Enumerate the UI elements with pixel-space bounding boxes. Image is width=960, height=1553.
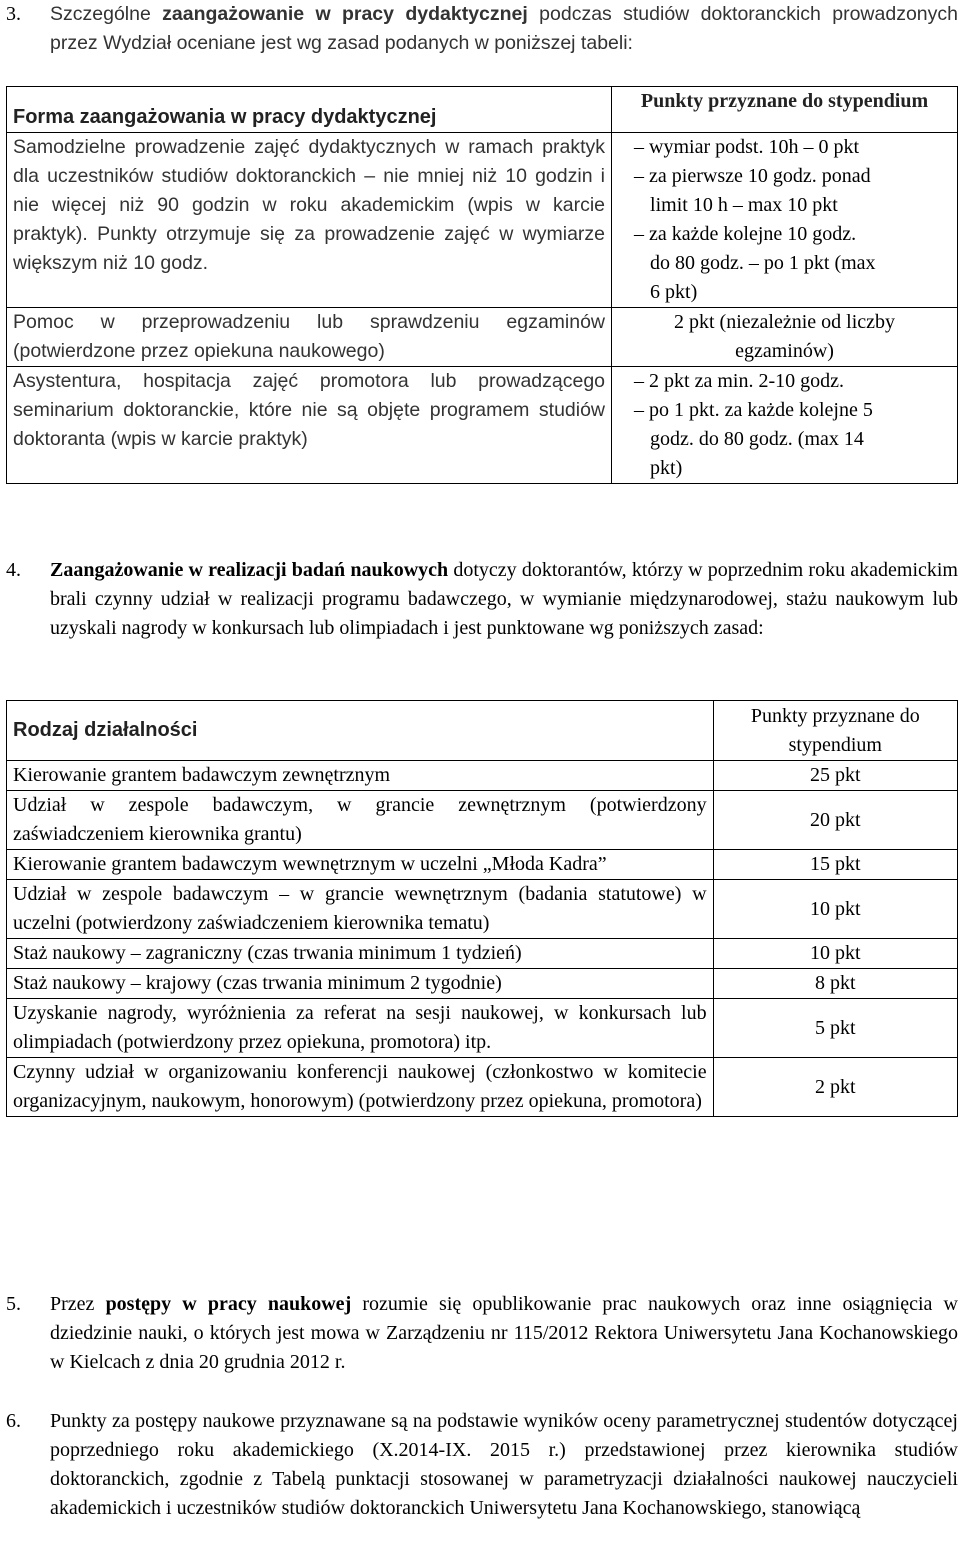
row-points (612, 308, 958, 367)
table-row (7, 939, 958, 969)
table-row (7, 367, 958, 484)
item-4 (6, 556, 958, 643)
points-line: – 2 pkt za min. 2-10 godz. (634, 370, 844, 392)
points-line: limit 10 h – max 10 pkt (650, 194, 838, 216)
item-5-text-a: Przez (50, 1293, 106, 1315)
points-line: 6 pkt) (650, 281, 698, 303)
table-row (7, 1058, 958, 1117)
row-points (612, 133, 958, 308)
table-header-row (7, 701, 958, 761)
row-points (612, 367, 958, 484)
row-activity: Udział w zespole badawczym, w grancie zewnętrznym (potwierdzony zaświadczeniem kierownika grantu) (7, 791, 714, 850)
points-line: – wymiar podst. 10h – 0 pkt (634, 136, 860, 158)
item-5 (6, 1290, 958, 1377)
points-line: – za każde kolejne 10 godz. (634, 223, 857, 245)
item-6-number: 6. (6, 1410, 21, 1432)
points-line: godz. do 80 godz. (max 14 (650, 428, 864, 450)
row-activity: Staż naukowy – krajowy (czas trwania minimum 2 tygodnie) (7, 969, 714, 999)
item-3-text-a: Szczególne (50, 3, 163, 25)
item-6-text: Punkty za postępy naukowe przyznawane są na podstawie wyników oceny parametrycznej studentów dotyczącej poprzedniego roku akademickiego (X.2014-IX. 2015 r.) przedstawionej przez kierownika studiów doktoranckich, zgodnie z Tabelą punktacji stosowanej w parametryzacji działalności naukowej nauczycieli akademickich i uczestników studiów doktoranckich Uniwersytetu Jana Kochanowskiego, stanowiącą (50, 1410, 958, 1519)
item-4-text-rest: dotyczy doktorantów, którzy w poprzednim roku akademickim brali czynny udział w realizacji programu badawczego, w wymianie międzynarodowej, stażu naukowym lub uzyskali nagrody w konkursach lub olimpiadach i jest punktowane wg poniższych zasad: (50, 559, 958, 639)
item-4-text (50, 556, 958, 643)
row-activity: Staż naukowy – zagraniczny (czas trwania minimum 1 tydzień) (7, 939, 714, 969)
row-points: 2 pkt (713, 1058, 957, 1117)
points-line: do 80 godz. – po 1 pkt (max (650, 252, 876, 274)
table-row (7, 880, 958, 939)
item-5-text-bold: postępy w pracy naukowej (105, 1293, 352, 1315)
teaching-points-table (6, 86, 958, 484)
points-line: egzaminów) (735, 340, 834, 362)
points-line: 2 pkt (niezależnie od liczby (674, 311, 896, 333)
row-activity: Kierowanie grantem badawczym wewnętrznym w uczelni „Młoda Kadra” (7, 850, 714, 880)
table-row (7, 308, 958, 367)
row-activity: Uzyskanie nagrody, wyróżnienia za referat na sesji naukowej, w konkursach lub olimpiadach (potwierdzony przez opiekuna, promotora) itp. (7, 999, 714, 1058)
row-points: 15 pkt (713, 850, 957, 880)
item-3-text-b: podczas studiów doktoranckich prowadzonych przez Wydział oceniane jest wg zasad podanych w poniższej tabeli: (50, 3, 958, 54)
points-line: pkt) (650, 457, 683, 479)
item-4-text-bold: Zaangażowanie w realizacji badań naukowych (50, 559, 449, 581)
row-points: 10 pkt (713, 939, 957, 969)
header-points: Punkty przyznane do stypendium (713, 701, 957, 761)
row-activity: Asystentura, hospitacja zajęć promotora lub prowadzącego seminarium doktoranckie, które nie są objęte programem studiów doktoranta (wpis w karcie praktyk) (7, 367, 612, 484)
table-row (7, 969, 958, 999)
row-points: 20 pkt (713, 791, 957, 850)
item-5-number: 5. (6, 1293, 21, 1315)
item-5-text (50, 1290, 958, 1377)
item-3 (6, 0, 958, 58)
row-activity: Kierowanie grantem badawczym zewnętrznym (7, 761, 714, 791)
row-activity: Czynny udział w organizowaniu konferencji naukowej (członkostwo w komitecie organizacyjnym, naukowym, honorowym) (potwierdzony przez opiekuna, promotora) (7, 1058, 714, 1117)
header-activity: Forma zaangażowania w pracy dydaktycznej (7, 87, 612, 133)
table-row (7, 791, 958, 850)
table-header-row (7, 87, 958, 133)
row-points: 25 pkt (713, 761, 957, 791)
points-line: – za pierwsze 10 godz. ponad (634, 165, 871, 187)
item-6 (6, 1407, 958, 1523)
header-activity: Rodzaj działalności (7, 701, 714, 761)
research-points-table (6, 700, 958, 1117)
table-row (7, 761, 958, 791)
item-3-number: 3. (6, 3, 21, 25)
item-5-text-b: rozumie się opublikowanie prac naukowych oraz inne osiągnięcia w dziedzinie nauki, o których jest mowa w Zarządzeniu nr 115/2012 Rektora Uniwersytetu Jana Kochanowskiego w Kielcach z dnia 20 grudnia 2012 r. (50, 1293, 958, 1373)
row-points: 5 pkt (713, 999, 957, 1058)
row-points: 8 pkt (713, 969, 957, 999)
item-3-text (50, 0, 958, 58)
item-3-text-bold: zaangażowanie w pracy dydaktycznej (162, 3, 528, 25)
table-row (7, 133, 958, 308)
points-line: – po 1 pkt. za każde kolejne 5 (634, 399, 873, 421)
row-activity: Udział w zespole badawczym – w grancie wewnętrznym (badania statutowe) w uczelni (potwierdzony zaświadczeniem kierownika tematu) (7, 880, 714, 939)
item-4-number: 4. (6, 559, 21, 581)
row-points: 10 pkt (713, 880, 957, 939)
row-activity: Samodzielne prowadzenie zajęć dydaktycznych w ramach praktyk dla uczestników studiów doktoranckich – nie mniej niż 10 godzin i nie więcej niż 90 godzin w roku akademickim (wpis w karcie praktyk). Punkty otrzymuje się za prowadzenie zajęć w wymiarze większym niż 10 godz. (7, 133, 612, 308)
header-points: Punkty przyznane do stypendium (612, 87, 958, 133)
table-row (7, 850, 958, 880)
row-activity: Pomoc w przeprowadzeniu lub sprawdzeniu egzaminów (potwierdzone przez opiekuna naukowego) (7, 308, 612, 367)
table-row (7, 999, 958, 1058)
